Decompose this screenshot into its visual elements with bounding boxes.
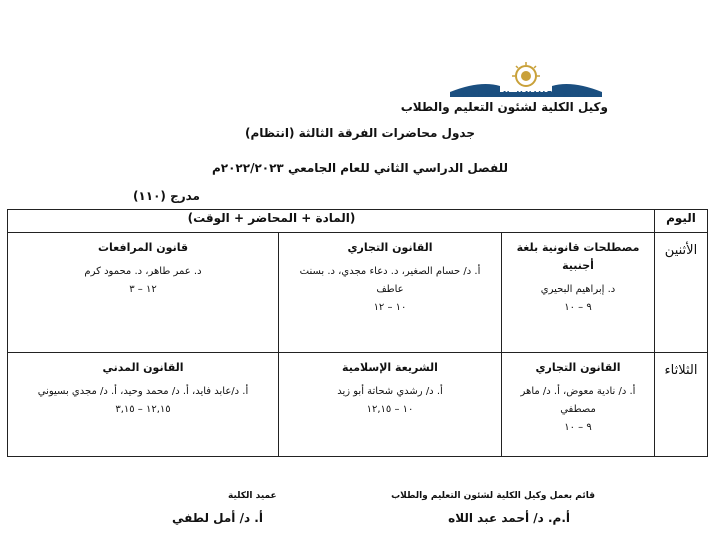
day-cell: الأثنين	[655, 233, 708, 353]
lecturer-names: د. عمر طاهر، د. محمود كرم	[84, 266, 202, 277]
document-title: جدول محاضرات الفرقة الثالثة (انتظام)	[244, 126, 475, 140]
lecture-time: ١٠ – ١٢	[373, 302, 407, 313]
day-column-header: اليوم	[655, 210, 708, 233]
course-name: قانون المرافعات	[97, 241, 189, 254]
course-name: الشريعة الإسلامية	[342, 361, 438, 374]
lecture-time: ٩ – ١٠	[564, 302, 592, 313]
lecture-cell	[502, 233, 655, 353]
lecture-cell	[279, 353, 502, 457]
lecture-cell	[8, 353, 279, 457]
lecture-time: ٩ – ١٠	[564, 422, 592, 433]
course-name: القانون التجاري	[535, 361, 621, 374]
lecture-cell	[8, 233, 279, 353]
office-title: وكيل الكلية لشئون التعليم والطلاب	[400, 100, 608, 114]
vice-dean-role: قائم بعمل وكيل الكلية لشئون التعليم والطلاب	[391, 491, 595, 501]
lecturer-names: أ. د/ نادية معوض، أ. د/ ماهر مصطفي	[520, 386, 636, 415]
lecture-cell	[502, 353, 655, 457]
lecture-hall: مدرج (١١٠)	[132, 189, 200, 203]
day-cell: الثلاثاء	[655, 353, 708, 457]
lecturer-names: أ. د/ حسام الصغير، د. دعاء مجدي، د. بسنت عاطف	[299, 266, 481, 295]
table-header-row	[8, 210, 708, 233]
schedule-table	[7, 209, 708, 457]
course-name: القانون المدني	[102, 361, 184, 374]
lecture-cell	[279, 233, 502, 353]
dean-name: أ. د/ أمل لطفي	[172, 511, 263, 525]
table-row	[8, 353, 708, 457]
lecturer-names: أ. د/ رشدي شحاتة أبو زيد	[337, 386, 443, 397]
sun-emblem-icon	[512, 62, 540, 86]
lecture-time: ١٢ – ٣	[129, 284, 157, 295]
table-row	[8, 233, 708, 353]
course-name: القانون التجاري	[347, 241, 433, 254]
lecture-time: ١٠ – ١٢,١٥	[366, 404, 414, 415]
lecturer-names: أ. د/عابد فايد، أ. د/ محمد وحيد، أ. د/ مجدي بسيوني	[37, 386, 249, 397]
lecturer-names: د. إبراهيم البحيري	[540, 284, 616, 295]
course-name: مصطلحات قانونية بلغة أجنبية	[516, 241, 640, 272]
dean-role: عميد الكلية	[228, 491, 277, 501]
semester-subtitle: للفصل الدراسي الثاني للعام الجامعي ٢٠٢٢/٢٠٢٣م	[211, 161, 509, 175]
vice-dean-name: أ.م. د/ أحمد عبد اللاه	[448, 511, 570, 525]
subject-column-header: (المادة + المحاضر + الوقت)	[8, 210, 655, 233]
lecture-time: ١٢,١٥ – ٣,١٥	[115, 404, 171, 415]
university-name-en: HELWAN UNIVERSITY	[461, 90, 591, 99]
